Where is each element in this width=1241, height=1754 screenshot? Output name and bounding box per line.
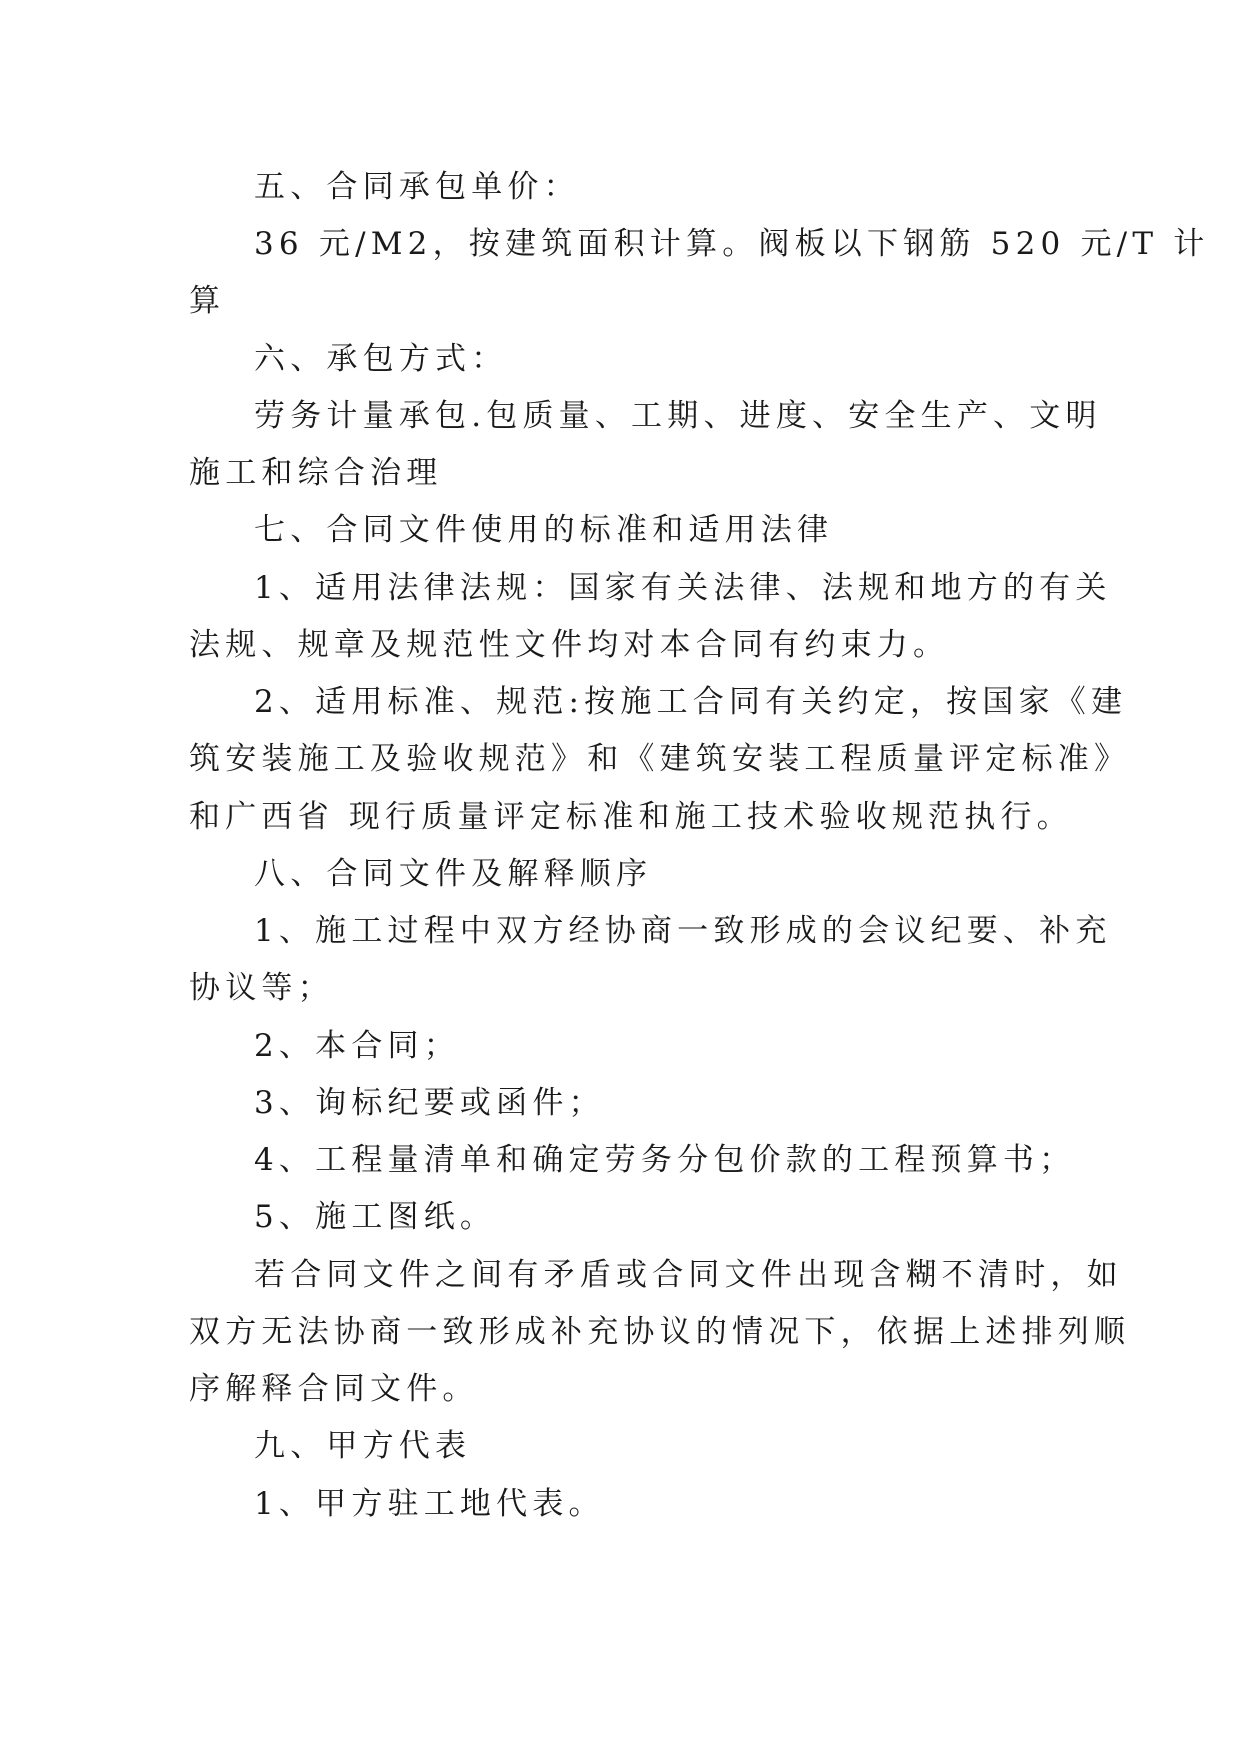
paragraph-line: 施工和综合治理 (189, 455, 443, 491)
paragraph-line: 1、施工过程中双方经协商一致形成的会议纪要、补充 (254, 913, 1112, 949)
list-item: 3、询标纪要或函件； (254, 1085, 605, 1121)
list-item: 4、工程量清单和确定劳务分包价款的工程预算书； (254, 1142, 1076, 1178)
paragraph-line: 1、适用法律法规：国家有关法律、法规和地方的有关 (254, 570, 1112, 606)
paragraph-line: 协议等； (189, 970, 334, 1006)
paragraph-line: 序解释合同文件。 (189, 1371, 479, 1407)
paragraph-line: 算 (189, 283, 226, 319)
section-heading-9: 九、甲方代表 (254, 1428, 472, 1464)
list-item: 2、本合同； (254, 1028, 460, 1064)
section-heading-7: 七、合同文件使用的标准和适用法律 (254, 512, 834, 548)
section-heading-8: 八、合同文件及解释顺序 (254, 856, 653, 892)
paragraph-line: 36 元/M2，按建筑面积计算。阀板以下钢筋 520 元/T 计 (254, 226, 1210, 262)
paragraph-line: 双方无法协商一致形成补充协议的情况下，依据上述排列顺 (189, 1314, 1131, 1350)
list-item: 5、施工图纸。 (254, 1199, 497, 1235)
paragraph-line: 2、适用标准、规范:按施工合同有关约定，按国家《建 (254, 684, 1128, 720)
paragraph-line: 劳务计量承包.包质量、工期、进度、安全生产、文明 (254, 398, 1102, 434)
section-heading-5: 五、合同承包单价： (254, 169, 580, 205)
paragraph-line: 筑安装施工及验收规范》和《建筑安装工程质量评定标准》 (189, 741, 1131, 777)
list-item: 1、甲方驻工地代表。 (254, 1486, 605, 1522)
paragraph-line: 和广西省 现行质量评定标准和施工技术验收规范执行。 (189, 799, 1073, 835)
section-heading-6: 六、承包方式： (254, 341, 508, 377)
paragraph-line: 若合同文件之间有矛盾或合同文件出现含糊不清时，如 (254, 1257, 1123, 1293)
paragraph-line: 法规、规章及规范性文件均对本合同有约束力。 (189, 627, 950, 663)
